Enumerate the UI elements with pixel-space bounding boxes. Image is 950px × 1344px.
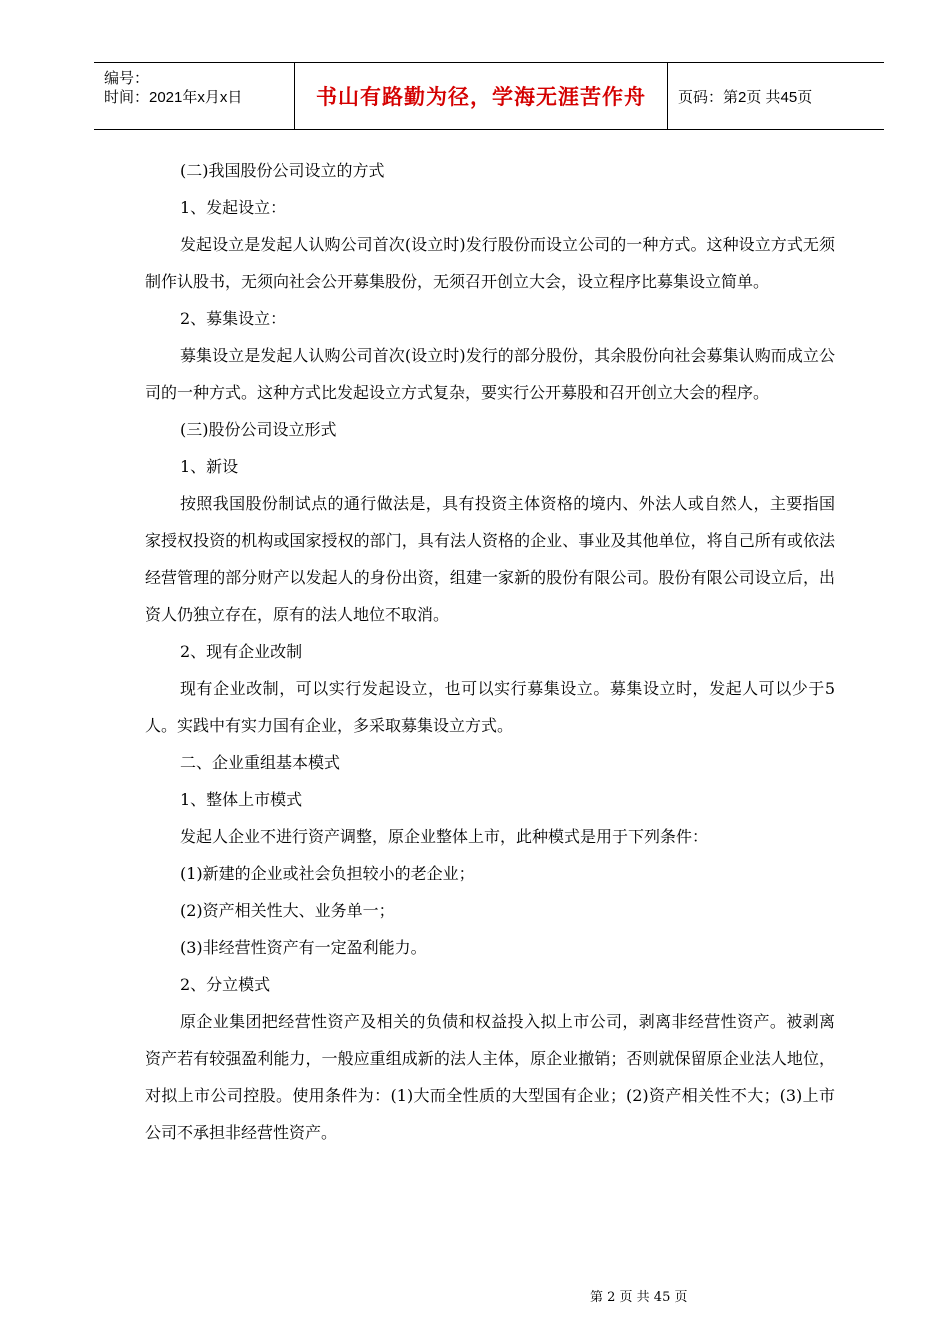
body-paragraph: 发起设立是发起人认购公司首次(设立时)发行股份而设立公司的一种方式。这种设立方式无须制作认股书，无须向社会公开募集股份，无须召开创立大会，设立程序比募集设立简单。 [145, 235, 835, 291]
body-paragraph: 原企业集团把经营性资产及相关的负债和权益投入拟上市公司，剥离非经营性资产。被剥离资产若有较强盈利能力，一般应重组成新的法人主体，原企业撤销；否则就保留原企业法人地位，对拟上市公司控股。使用条件为：(1)大而全性质的大型国有企业；(2)资产相关性不大；(3)上市公司不承担非经营性资产。 [145, 1012, 835, 1142]
body-paragraph: 2、分立模式 [180, 975, 271, 994]
body-paragraph: 二、企业重组基本模式 [180, 753, 341, 772]
document-number-label: 编号： [104, 70, 150, 87]
body-paragraph: 2、现有企业改制 [180, 642, 303, 661]
body-paragraph: 发起人企业不进行资产调整，原企业整体上市，此种模式是用于下列条件： [180, 827, 709, 846]
header-meta [94, 63, 295, 129]
footer-page-number: 第 2 页 共 45 页 [590, 1290, 688, 1305]
body-paragraph: 1、发起设立： [180, 198, 287, 217]
body-paragraph: 募集设立是发起人认购公司首次(设立时)发行的部分股份，其余股份向社会募集认购而成立公司的一种方式。这种方式比发起设立方式复杂，要实行公开募股和召开创立大会的程序。 [145, 346, 835, 402]
document-body [145, 152, 835, 1151]
body-paragraph: 1、整体上市模式 [180, 790, 303, 809]
body-paragraph: 现有企业改制，可以实行发起设立，也可以实行募集设立。募集设立时，发起人可以少于5人。实践中有实力国有企业，多采取募集设立方式。 [145, 679, 835, 735]
body-paragraph: (3)非经营性资产有一定盈利能力。 [180, 938, 427, 957]
body-paragraph: 按照我国股份制试点的通行做法是，具有投资主体资格的境内、外法人或自然人，主要指国家授权投资的机构或国家授权的部门，具有法人资格的企业、事业及其他单位，将自己所有或依法经营管理的部分财产以发起人的身份出资，组建一家新的股份有限公司。股份有限公司设立后，出资人仍独立存在，原有的法人地位不取消。 [145, 494, 835, 624]
body-paragraph: (1)新建的企业或社会负担较小的老企业； [180, 864, 475, 883]
header-slogan: 书山有路勤为径，学海无涯苦作舟 [295, 63, 668, 129]
body-paragraph: (三)股份公司设立形式 [180, 420, 337, 439]
body-paragraph: (二)我国股份公司设立的方式 [180, 161, 385, 180]
body-paragraph: 2、募集设立： [180, 309, 287, 328]
body-paragraph: (2)资产相关性大、业务单一； [180, 901, 395, 920]
document-time-label: 时间：2021年x月x日 [104, 89, 243, 106]
body-paragraph: 1、新设 [180, 457, 239, 476]
header-page-label: 页码：第2页 共45页 [678, 88, 813, 106]
page-header [94, 62, 884, 130]
